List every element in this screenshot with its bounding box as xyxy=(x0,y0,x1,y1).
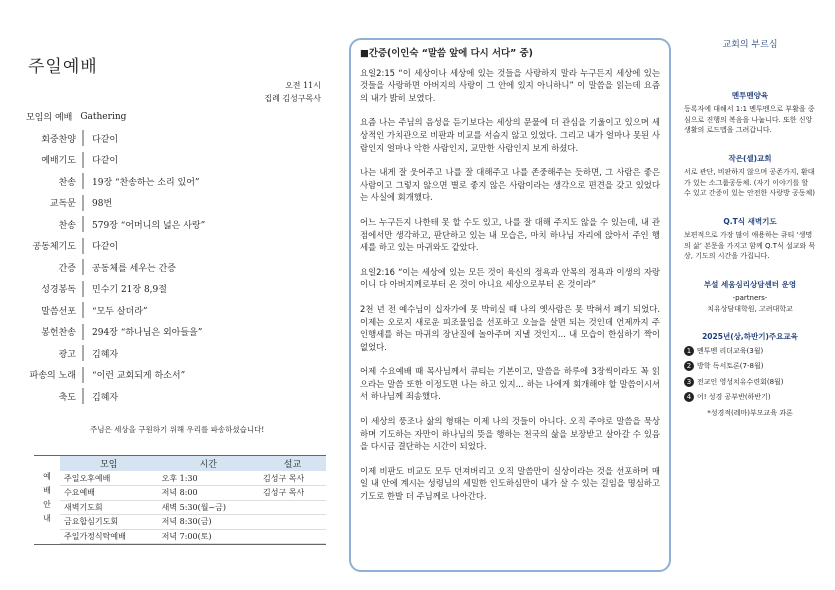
order-value: 민수기 21장 8,9절 xyxy=(92,285,167,296)
table-row xyxy=(60,471,326,486)
worship-order-item xyxy=(26,214,326,236)
worship-order-item xyxy=(26,300,326,322)
order-divider xyxy=(82,152,84,168)
order-value: 다같이 xyxy=(92,242,119,253)
order-divider xyxy=(82,195,84,211)
education-text: 전교인 영성치유수련회(8월) xyxy=(697,377,784,386)
service-leader: 집례 김성구목사 xyxy=(264,94,321,103)
section-title: Q.T식 새벽기도 xyxy=(723,216,777,226)
order-value: 579장 “어머니의 넓은 사랑” xyxy=(92,220,206,231)
church-calling-column xyxy=(684,40,816,436)
education-item xyxy=(684,361,816,372)
testimony-paragraph: 이 세상의 풍조나 삶의 형태는 이제 나의 것들이 아니다. 오직 주야로 말씀을 묵상하며 기도하는 자만이 하나님의 뜻을 행하는 천국의 삶을 보장받고 살아갈 수 있음을 다시금 결단하는 시간이 되었다. xyxy=(360,416,660,452)
order-label: 예배기도 xyxy=(41,156,76,167)
schedule-cell: 김성구 목사 xyxy=(259,486,326,501)
schedule-cell: 금요합심기도회 xyxy=(60,515,158,530)
order-label: 공동체기도 xyxy=(32,242,76,253)
order-value: 다같이 xyxy=(92,156,119,167)
schedule-cell xyxy=(259,529,326,544)
schedule-header: 시간 xyxy=(158,456,259,471)
order-divider xyxy=(82,281,84,297)
order-value: “이런 교회되게 하소서” xyxy=(92,371,186,382)
education-section xyxy=(684,332,816,418)
calling-section xyxy=(684,154,816,199)
testimony-paragraph: 나는 내게 잘 웃어주고 나를 잘 대해주고 나를 존중해주는 듯하면, 그 사람은 좋은 사람이고 그렇지 않으면 별로 좋지 않은 사람이라는 생각으로 편견을 갖고 있었다는 사실에 회개했다. xyxy=(360,167,660,203)
education-text: 방학 독서토론(7-8월) xyxy=(697,362,764,370)
partners-list: 치유상담대학원, 고려대학교 xyxy=(707,304,793,313)
testimony-paragraph: 어제 수요예배 때 목사님께서 큐티는 기본이고, 말씀을 하루에 3장씩이라도 꼭 읽으라는 말씀 또한 이정도면 나는 하고 있지... 하는 나에게 회개해야 할 말씀이시셔서 하나님께 죄송했다. xyxy=(360,366,660,402)
worship-order-item xyxy=(26,128,326,150)
number-badge: 1 xyxy=(684,346,694,356)
order-value: 김혜자 xyxy=(92,392,119,403)
mission-statement: 주님은 세상을 구원하기 위해 우리를 파송하셨습니다! xyxy=(90,425,265,434)
table-row xyxy=(60,500,326,515)
schedule-cell xyxy=(259,515,326,530)
table-row xyxy=(60,486,326,501)
order-label: 광고 xyxy=(58,349,76,360)
section-title: 멘투멘양육 xyxy=(731,90,769,100)
number-badge: 2 xyxy=(684,361,694,371)
order-divider xyxy=(82,324,84,340)
order-divider xyxy=(82,302,84,318)
calling-section xyxy=(684,91,816,136)
testimony-body xyxy=(360,67,660,503)
section-body: 서로 관단, 비판하지 않으며 공존가지, 환대가 있는 소그룹공동체. (자기 이야기를 할 수 있고 간증이 있는 안전한 사랑방 공동체) xyxy=(684,168,816,197)
worship-order-item xyxy=(26,149,326,171)
table-row xyxy=(60,515,326,530)
page-title: 주일예배 xyxy=(28,57,98,77)
schedule-cell: 김성구 목사 xyxy=(259,471,326,486)
section-body: 등록자에 대해서 1:1 멘투멘으로 부활을 중심으로 진행의 복음을 나눕니다. 또한 신앙생활의 로드맵을 그려갑니다. xyxy=(684,105,815,134)
schedule-cell: 새벽기도회 xyxy=(60,500,158,515)
worship-order-item xyxy=(26,278,326,300)
order-divider xyxy=(82,388,84,404)
order-value: 294장 “하나님은 외아들을” xyxy=(92,328,203,339)
order-label: 봉헌찬송 xyxy=(41,328,76,339)
order-value: 19장 “찬송하는 소리 있어” xyxy=(92,177,200,188)
worship-order-item xyxy=(26,257,326,279)
order-value: 공동체를 세우는 간증 xyxy=(92,263,176,274)
side-char: 배 xyxy=(43,486,51,495)
education-text: 어! 성경 공부반(하반기) xyxy=(697,393,771,401)
schedule-cell: 주일오후예배 xyxy=(60,471,158,486)
order-header-value: Gathering xyxy=(80,111,127,122)
schedule-header: 설교 xyxy=(259,456,326,471)
table-row xyxy=(60,529,326,544)
order-label: 성경봉독 xyxy=(41,285,76,296)
side-char: 내 xyxy=(43,514,51,523)
side-char: 안 xyxy=(43,500,51,509)
testimony-paragraph: 요즘 나는 주님의 음성을 듣기보다는 세상의 문물에 더 관심을 기울이고 있으며 세상적인 가치관으로 비판과 비교를 서슴지 않고 있었다. 그리고 내가 얼마나 못된 사람인지 얼마나 악한 사람인지, 교만한 사람인지 보게 하셨다. xyxy=(360,117,660,153)
education-note: *성경적(레마)부모교육 과론 xyxy=(707,408,793,417)
order-divider xyxy=(82,238,84,254)
schedule-cell xyxy=(259,500,326,515)
order-label: 축도 xyxy=(58,392,76,403)
worship-order-item xyxy=(26,171,326,193)
testimony-paragraph: 요일2:16 “이는 세상에 있는 모든 것이 육신의 정욕과 안목의 정욕과 이생의 자랑이니 다 아버지께로부터 온 것이 아니요 세상으로부터 온 것이라” xyxy=(360,266,660,290)
order-value: 김혜자 xyxy=(92,349,119,360)
worship-order-item xyxy=(26,343,326,365)
order-divider xyxy=(82,216,84,232)
service-time: 오전 11시 xyxy=(285,81,321,90)
testimony-paragraph: 요일2:15 “이 세상이나 세상에 있는 것들을 사랑하지 말라 누구든지 세상에 있는 것들을 사랑하면 아버지의 사랑이 그 안에 있지 아니하니” 이 말씀을 읽는데 요즘의 내가 밝히 보였다. xyxy=(360,67,660,103)
calling-section xyxy=(684,217,816,262)
counseling-title: 부설 세움심리상담센터 운영 xyxy=(703,279,797,289)
side-char: 예 xyxy=(43,472,51,481)
order-value: “모두 살더라” xyxy=(92,306,148,317)
order-divider xyxy=(82,259,84,275)
partners-label: -partners- xyxy=(732,294,768,302)
counseling-section xyxy=(684,280,816,315)
testimony-paragraph: 어느 누구든지 나한테 못 할 수도 있고, 나를 잘 대해 주지도 않을 수 있는데, 내 관점에서만 생각하고, 판단하고 있는 내 모습은, 마치 하나님 자리에 앉아서 주인 행세를 하고 있는 마귀와도 같았다. xyxy=(360,216,660,253)
order-label: 회중찬양 xyxy=(41,134,76,145)
schedule-header-row xyxy=(60,456,326,471)
testimony-box xyxy=(349,38,671,572)
worship-order-header xyxy=(26,106,326,128)
order-label: 말씀선포 xyxy=(41,306,76,317)
schedule-cell: 저녁 8:00 xyxy=(158,486,259,501)
order-label: 찬송 xyxy=(58,220,76,231)
worship-order-item xyxy=(26,321,326,343)
testimony-paragraph: 2천 년 전 예수님이 십자가에 못 박히실 때 나의 옛사람은 못 박혀서 폐기 되었다. 이제는 오로지 새로운 피조물임을 선포하고 오늘을 살면 되는 것인데 언제까지 주인행세를 하는 마귀의 장난질에 놀아주며 지낼 것인지... 내 모습이 한심하기 짝이 없었다. xyxy=(360,303,660,352)
number-badge: 3 xyxy=(684,377,694,387)
schedule-cell: 주일가정식탁예배 xyxy=(60,529,158,544)
schedule-cell: 오후 1:30 xyxy=(158,471,259,486)
education-item xyxy=(684,346,816,357)
worship-order-item xyxy=(26,364,326,386)
order-label: 교독문 xyxy=(49,199,76,210)
order-divider xyxy=(82,173,84,189)
worship-order-item xyxy=(26,235,326,257)
calling-title: 교회의 부르심 xyxy=(722,40,778,50)
order-value: 다같이 xyxy=(92,134,119,145)
order-header-label: 모임의 예배 xyxy=(26,113,73,124)
order-divider xyxy=(82,367,84,383)
schedule-cell: 저녁 8:30(금) xyxy=(158,515,259,530)
schedule-header: 모임 xyxy=(60,456,158,471)
education-item xyxy=(684,377,816,388)
worship-order-list xyxy=(26,106,326,407)
service-time-block xyxy=(201,79,321,105)
education-title: 2025년(상,하반기)주요교육 xyxy=(702,332,798,341)
number-badge: 4 xyxy=(684,392,694,402)
section-title: 작은(셀)교회 xyxy=(728,153,772,163)
schedule-cell: 수요예배 xyxy=(60,486,158,501)
education-item xyxy=(684,392,816,403)
order-divider xyxy=(82,345,84,361)
order-label: 찬송 xyxy=(58,177,76,188)
order-value: 98번 xyxy=(92,199,113,210)
order-label: 파송의 노래 xyxy=(29,371,76,382)
worship-order-item xyxy=(26,192,326,214)
schedule-table xyxy=(34,455,326,545)
education-text: 멘투멘 리더교육(3월) xyxy=(697,346,764,355)
schedule-cell: 새벽 5:30(월~금) xyxy=(158,500,259,515)
testimony-paragraph: 이제 비판도 비교도 모두 던져버리고 오직 말씀만이 실상이라는 것을 선포하며 매일 내 안에 계시는 성령님의 세밀한 인도하심만이 내가 살 수 있는 길임을 명심하고 기도로 한발 더 주님께로 나아간다. xyxy=(360,465,660,502)
worship-order-item xyxy=(26,386,326,408)
schedule-cell: 저녁 7:00(토) xyxy=(158,529,259,544)
testimony-title: ■간증(이인숙 “말씀 앞에 다시 서다” 중) xyxy=(360,48,533,59)
section-body: 보편적으로 가장 많이 애용하는 큐티 ‘생명의 삶’ 본문을 가지고 함께 Q.T식 설교와 묵상, 기도의 시간을 가집니다. xyxy=(684,231,816,260)
order-divider xyxy=(82,130,84,146)
order-label: 간증 xyxy=(58,263,76,274)
